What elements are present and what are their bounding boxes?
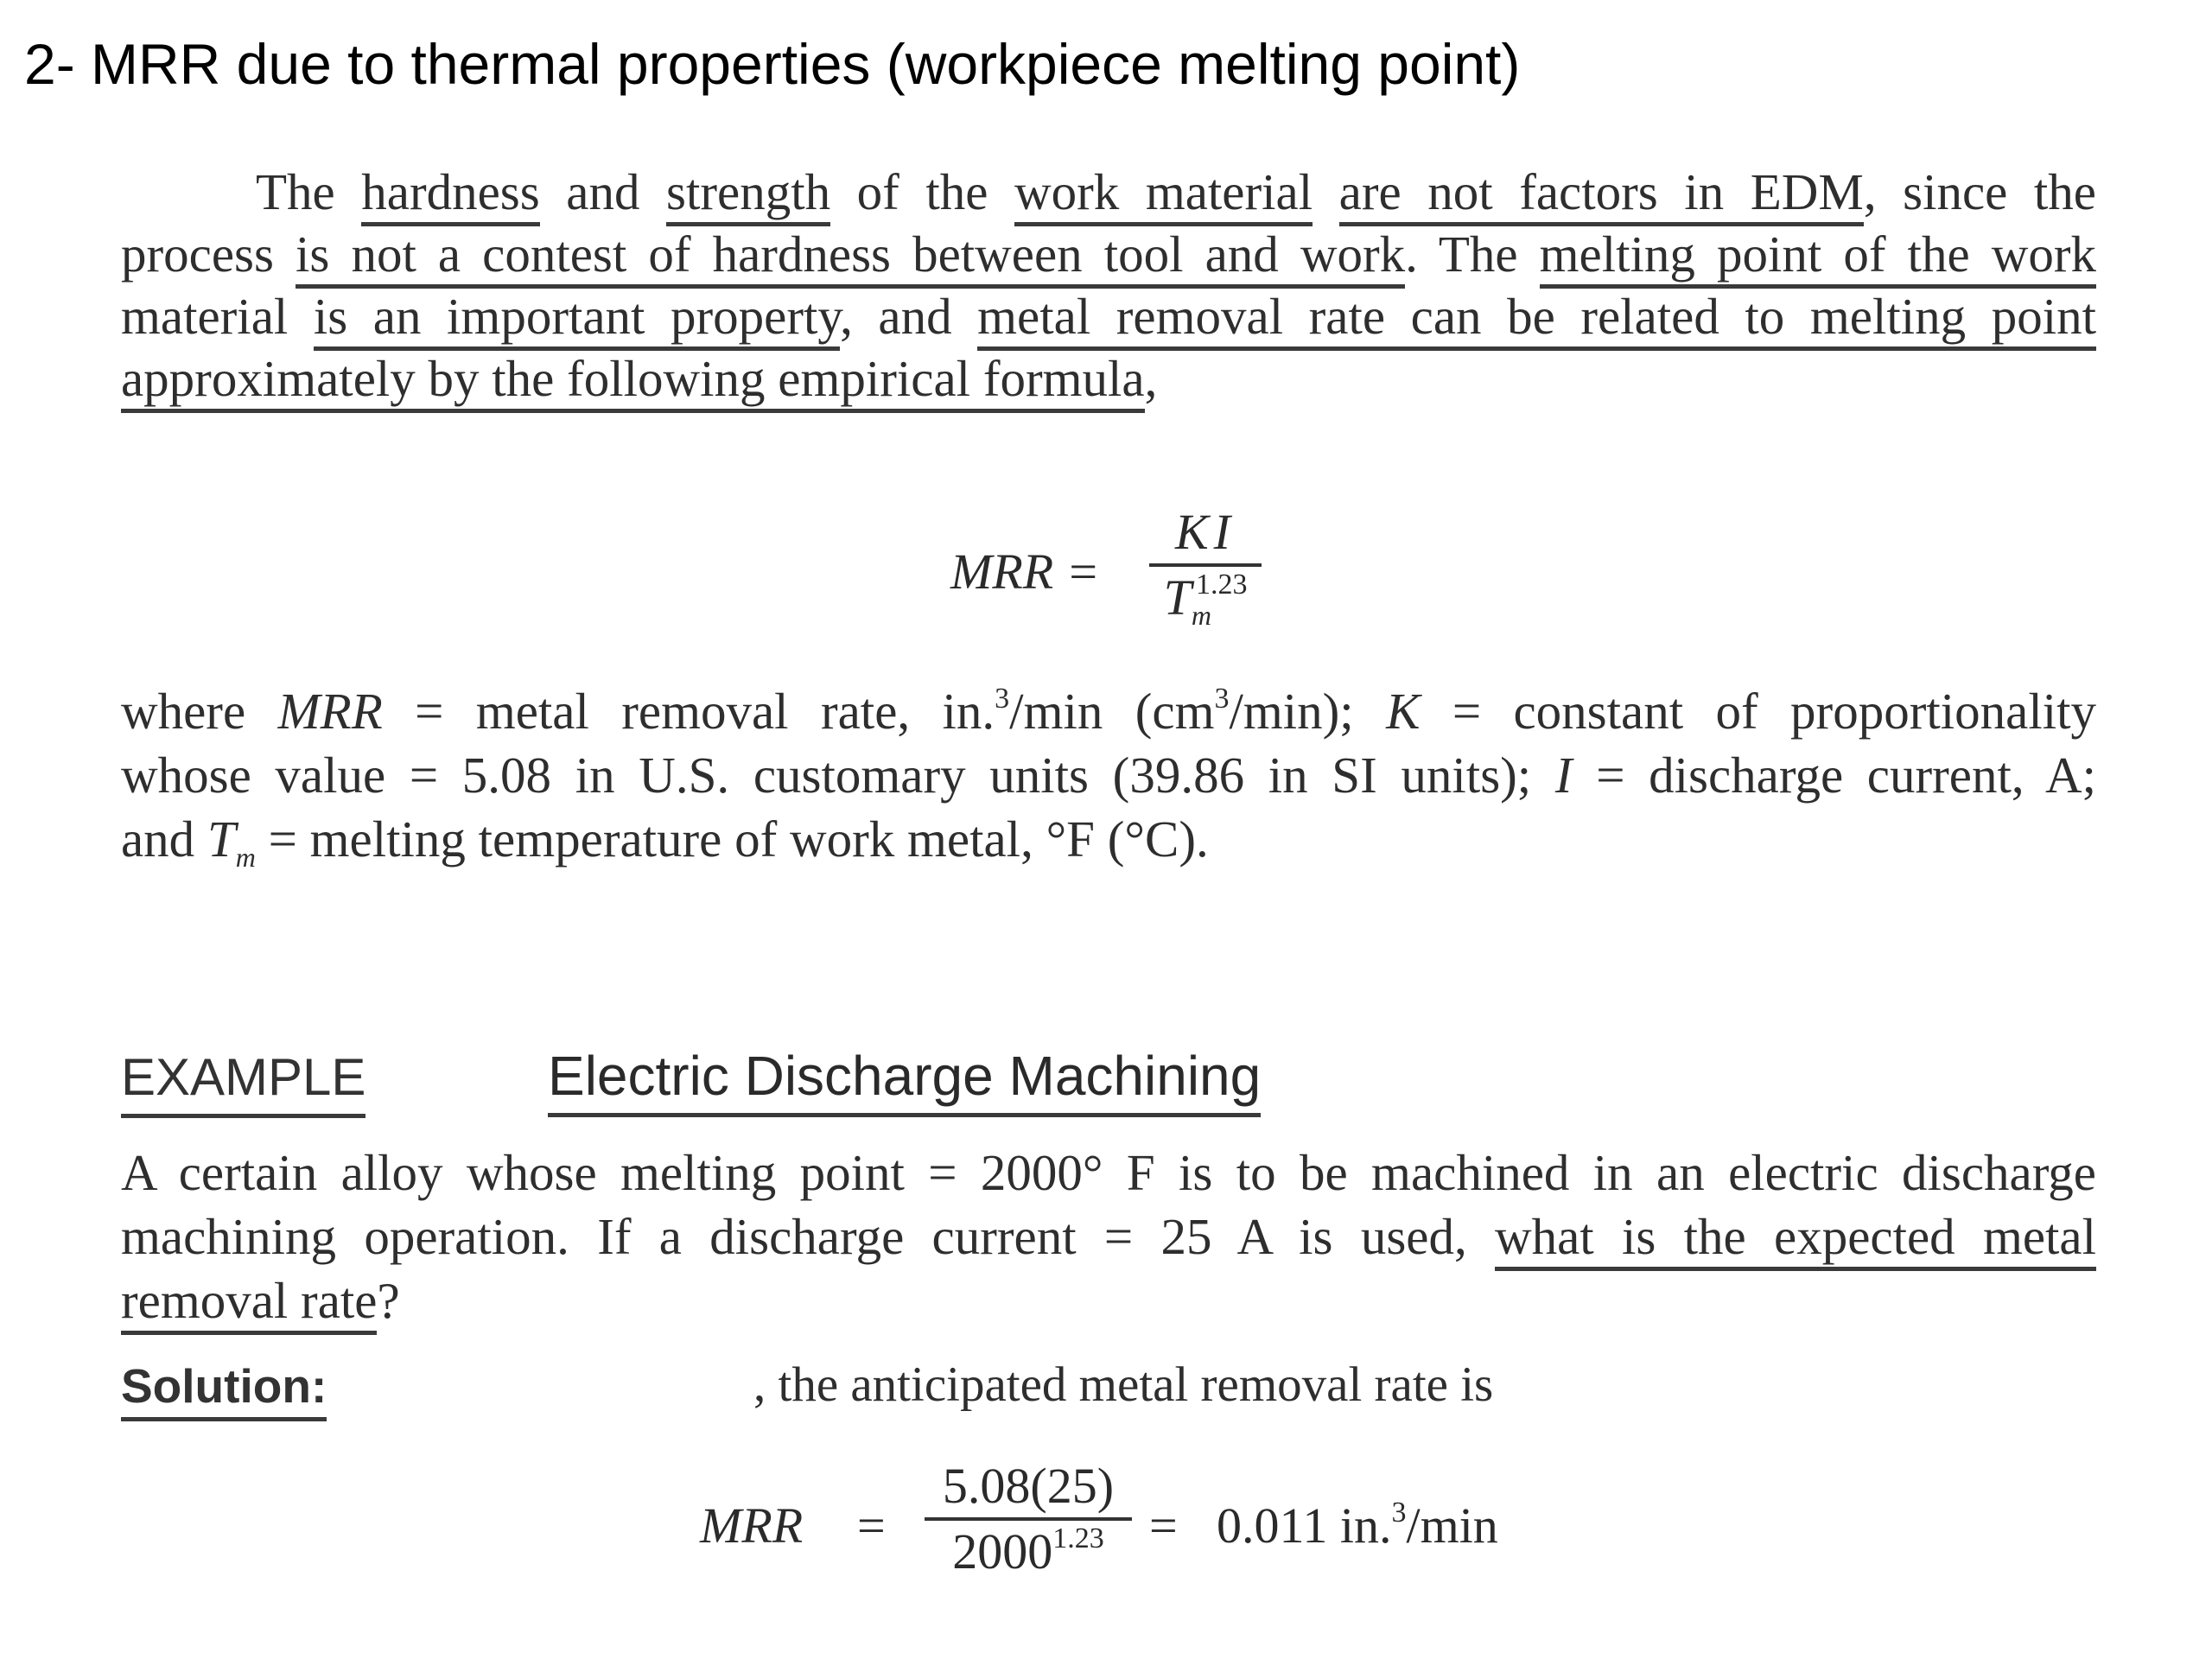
text-run: = constant of proportionality — [1420, 683, 2096, 740]
example-problem — [121, 1141, 2096, 1332]
underlined-phrase: is an important property — [314, 288, 840, 351]
solution-label: Solution: — [121, 1358, 327, 1421]
text-run: whose value = 5.08 in U.S. customary units (39.86 in SI units); — [121, 747, 1555, 804]
underlined-phrase: removal rate — [121, 1272, 377, 1335]
symbol-i: I — [1554, 747, 1573, 804]
solution-denominator-exponent: 1.23 — [1052, 1522, 1104, 1554]
text-run: and — [539, 163, 667, 220]
solution-numerator: 5.08(25) — [925, 1460, 1132, 1521]
underlined-phrase: what is the expected metal — [1495, 1208, 2096, 1271]
text-run: machining operation. If a discharge current = 25 A is used, — [121, 1208, 1496, 1265]
definitions-line-1 — [121, 679, 2096, 743]
text-run: process — [121, 226, 296, 283]
underlined-phrase: strength — [666, 163, 830, 226]
solution-fraction — [925, 1460, 1132, 1578]
solution-result — [1217, 1497, 1498, 1554]
example-title: Electric Discharge Machining — [548, 1044, 1261, 1117]
formula-denominator — [1149, 567, 1262, 631]
text-run: of the — [830, 163, 1015, 220]
text-run: The — [256, 163, 362, 220]
definitions-line-2 — [121, 743, 2096, 807]
text-run: where — [121, 683, 278, 740]
example-label: EXAMPLE — [121, 1047, 365, 1118]
solution-text: , the anticipated metal removal rate is — [753, 1357, 1494, 1412]
definitions-paragraph — [121, 679, 2096, 871]
intro-paragraph — [121, 161, 2096, 410]
text-run: = metal removal rate, in. — [382, 683, 995, 740]
text-run: , and — [840, 288, 978, 345]
solution-equals-2: = — [1149, 1497, 1178, 1554]
solution-equals-1: = — [857, 1497, 886, 1554]
example-line-1: A certain alloy whose melting point = 2000° F is to be machined in an electric discharge — [121, 1144, 2096, 1201]
symbol-mrr: MRR — [277, 683, 383, 740]
text-run — [1313, 163, 1339, 220]
formula-denominator-base: T — [1163, 569, 1192, 626]
superscript: 3 — [1391, 1497, 1407, 1529]
intro-line-4 — [121, 347, 2096, 410]
intro-line-2 — [121, 223, 2096, 285]
solution-denominator — [925, 1521, 1132, 1578]
solution-lhs: MRR — [700, 1497, 804, 1554]
example-line-2 — [121, 1205, 2096, 1268]
superscript: 3 — [995, 683, 1010, 715]
text-run: /min); — [1229, 683, 1387, 740]
underlined-phrase: work material — [1014, 163, 1313, 226]
symbol-tm: T — [207, 810, 236, 868]
formula-denominator-exponent: 1.23 — [1195, 569, 1248, 601]
text-run: = discharge current, A; — [1572, 747, 2097, 804]
text-run: . The — [1405, 226, 1540, 283]
formula-fraction — [1149, 504, 1262, 631]
definitions-line-3 — [121, 807, 2096, 871]
underlined-phrase: hardness — [361, 163, 539, 226]
intro-line-3 — [121, 285, 2096, 347]
formula-numerator: KI — [1149, 506, 1262, 567]
text-run: 0.011 in. — [1217, 1497, 1392, 1554]
underlined-phrase: metal removal rate can be related to melting point — [977, 288, 2096, 351]
text-run: , since the — [1863, 163, 2096, 220]
formula-lhs: MRR = — [950, 543, 1100, 600]
solution-denominator-base: 2000 — [952, 1523, 1053, 1580]
page-title: 2- MRR due to thermal properties (workpiece melting point) — [24, 32, 1521, 96]
superscript: 3 — [1214, 683, 1230, 715]
underlined-phrase: is not a contest of hardness between tool and work — [296, 226, 1405, 289]
underlined-phrase: melting point of the work — [1540, 226, 2096, 289]
subscript: m — [235, 842, 256, 873]
underlined-phrase: approximately by the following empirical formula — [121, 350, 1145, 413]
text-run: = melting temperature of work metal, °F (°C). — [255, 810, 1209, 868]
text-run: , — [1144, 350, 1158, 407]
symbol-k: K — [1386, 683, 1421, 740]
formula-denominator-subscript: m — [1191, 600, 1211, 631]
intro-line-1 — [121, 161, 2096, 223]
text-run: /min (cm — [1009, 683, 1215, 740]
text-run: and — [121, 810, 207, 868]
text-run: ? — [377, 1272, 400, 1329]
text-run: /min — [1406, 1497, 1498, 1554]
underlined-phrase: are not factors in EDM — [1339, 163, 1864, 226]
text-run: material — [121, 288, 314, 345]
example-line-3 — [121, 1268, 2096, 1332]
